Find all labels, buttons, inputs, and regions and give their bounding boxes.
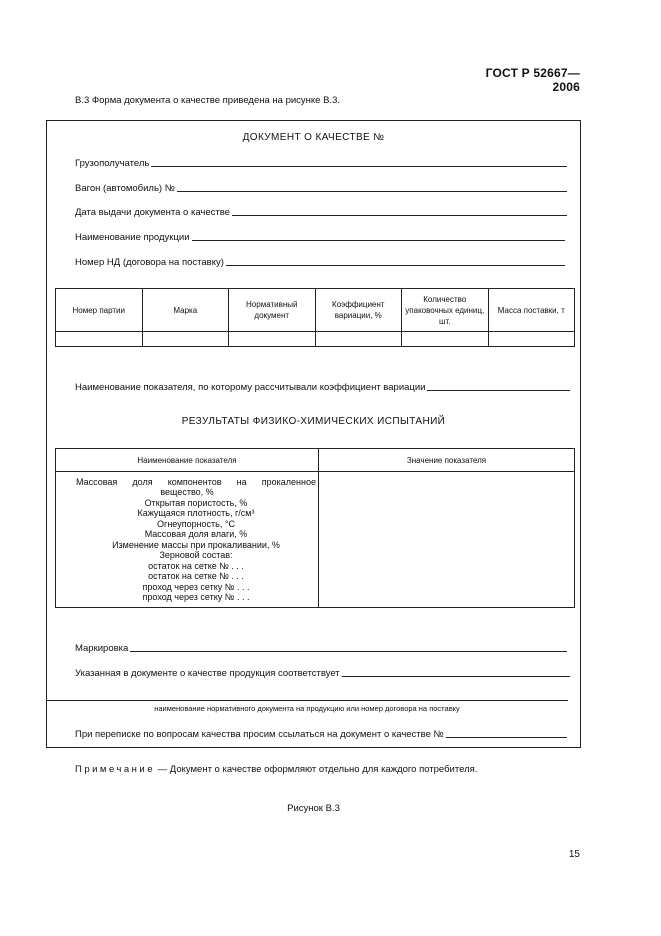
- fill-line[interactable]: [151, 157, 567, 167]
- list-item: Изменение массы при прокаливании, %: [112, 539, 280, 550]
- field-conformity[interactable]: [75, 667, 570, 679]
- list-item: Кажущаяся плотность, г/см³: [137, 508, 255, 518]
- field-nd-number[interactable]: [75, 256, 565, 268]
- field-label: Указанная в документе о качестве продукция соответствует: [75, 668, 340, 679]
- field-issue-date[interactable]: [75, 206, 567, 218]
- col-batch-number: Номер партии: [56, 289, 143, 332]
- results-table: [55, 448, 575, 608]
- field-reference-number[interactable]: [75, 728, 567, 740]
- col-mass: Масса поставки, т: [488, 289, 575, 332]
- table-cell[interactable]: [488, 332, 575, 347]
- list-item: Огнеупорность, °С: [157, 518, 235, 529]
- list-item: Зерновой состав:: [159, 550, 233, 560]
- fill-line[interactable]: [192, 231, 565, 241]
- list-item: Массовая доля влаги, %: [144, 529, 248, 539]
- list-item: проход через сетку № . . .: [142, 592, 250, 602]
- field-product-name[interactable]: [75, 231, 565, 243]
- results-title: РЕЗУЛЬТАТЫ ФИЗИКО-ХИМИЧЕСКИХ ИСПЫТАНИЙ: [181, 416, 446, 427]
- field-marking[interactable]: [75, 642, 567, 654]
- fill-line[interactable]: [232, 206, 567, 216]
- standard-number: ГОСТ Р 52667—2006: [485, 66, 580, 94]
- table-cell[interactable]: [315, 332, 402, 347]
- fill-line[interactable]: [177, 182, 567, 192]
- list-item: остаток на сетке № . . .: [148, 560, 244, 571]
- table-row[interactable]: [56, 332, 575, 347]
- col-variation: Коэффициент вариации, %: [315, 289, 402, 332]
- field-variation-indicator[interactable]: [75, 381, 570, 393]
- indicator-list: [56, 472, 319, 608]
- field-label: Грузополучатель: [75, 158, 150, 169]
- list-item: Открытая пористость, %: [144, 497, 248, 508]
- list-item: проход через сетку № . . .: [142, 581, 250, 592]
- table-cell[interactable]: [229, 332, 316, 347]
- col-normative-doc: Нормативный документ: [229, 289, 316, 332]
- col-units: Количество упаковочных единиц, шт.: [402, 289, 489, 332]
- field-label: Маркировка: [75, 643, 129, 654]
- field-label: Наименование показателя, по которому рассчитывали коэффициент вариации: [75, 382, 426, 393]
- field-label: При переписке по вопросам качества просим ссылаться на документ о качестве №: [75, 729, 444, 740]
- list-item: Массовая доля компонентов на прокаленное: [76, 476, 316, 487]
- conformity-caption: наименование нормативного документа на продукцию или номер договора на поставку: [154, 704, 460, 713]
- fill-line[interactable]: [446, 728, 567, 738]
- note-prefix: Примечание: [75, 764, 155, 775]
- table-cell[interactable]: [56, 332, 143, 347]
- table-cell[interactable]: [142, 332, 229, 347]
- field-label: Дата выдачи документа о качестве: [75, 207, 230, 218]
- col-indicator-name: Наименование показателя: [56, 449, 319, 472]
- note: [75, 764, 477, 775]
- col-grade: Марка: [142, 289, 229, 332]
- list-item: остаток на сетке № . . .: [148, 571, 244, 581]
- fill-line[interactable]: [427, 381, 570, 391]
- fill-line[interactable]: [226, 256, 565, 266]
- field-label: Номер НД (договора на поставку): [75, 257, 224, 268]
- figure-caption: Рисунок В.3: [287, 803, 340, 814]
- table-cell[interactable]: [402, 332, 489, 347]
- field-label: Наименование продукции: [75, 232, 190, 243]
- col-indicator-value: Значение показателя: [319, 449, 575, 472]
- fill-line[interactable]: [130, 642, 567, 652]
- table-header-row: [56, 449, 575, 472]
- field-wagon[interactable]: [75, 182, 567, 194]
- fill-line[interactable]: [342, 667, 570, 677]
- page-number: 15: [568, 849, 580, 860]
- indicator-values-cell[interactable]: [319, 472, 575, 608]
- conformity-fill-line[interactable]: [46, 700, 568, 701]
- list-item: вещество, %: [160, 487, 214, 497]
- table-row: [56, 472, 575, 608]
- note-text: — Документ о качестве оформляют отдельно для каждого потребителя.: [155, 764, 478, 775]
- form-title: ДОКУМЕНТ О КАЧЕСТВЕ №: [242, 132, 385, 143]
- field-consignee[interactable]: [75, 157, 567, 169]
- table-header-row: [56, 289, 575, 332]
- intro-text: В.3 Форма документа о качестве приведена на рисунке В.3.: [75, 95, 340, 106]
- batch-table: [55, 288, 575, 347]
- field-label: Вагон (автомобиль) №: [75, 183, 175, 194]
